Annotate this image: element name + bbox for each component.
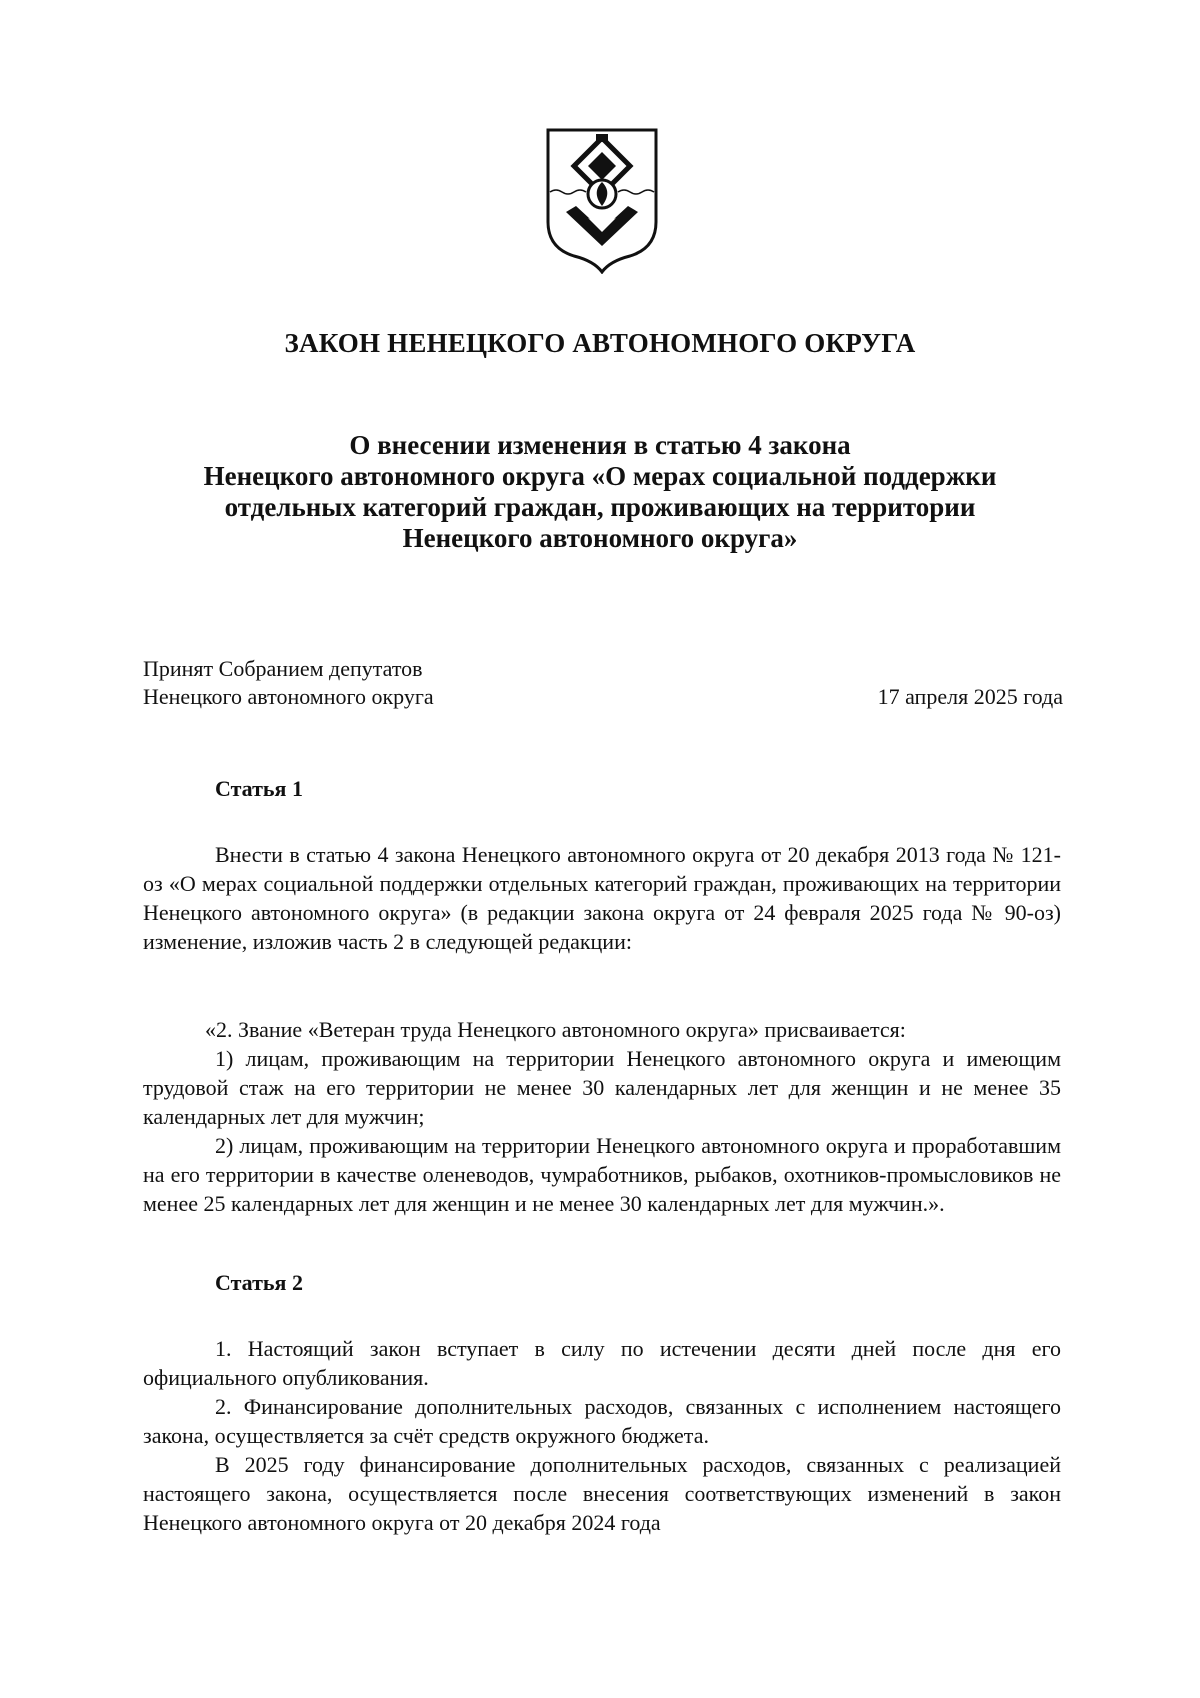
article-2-heading: Статья 2	[215, 1270, 303, 1295]
quoted-paragraph: «2. Звание «Ветеран труда Ненецкого автономного округа» присваивается:	[205, 1017, 906, 1042]
subtitle-line: О внесении изменения в статью 4 закона	[349, 430, 851, 460]
coat-of-arms-icon	[544, 126, 660, 274]
law-subtitle	[150, 430, 1050, 554]
adopted-by-line2: Ненецкого автономного округа	[143, 684, 434, 709]
article-2-paragraph: 1. Настоящий закон вступает в силу по истечении десяти дней после дня его официального опубликования.	[143, 1336, 1061, 1390]
article-1-intro	[143, 840, 1061, 956]
article-1-intro-paragraph: Внести в статью 4 закона Ненецкого автономного округа от 20 декабря 2013 года № 121-оз «О мерах социальной поддержки отдельных категорий граждан, проживающих на территории Ненецкого автономного округа» (в редакции закона округа от 24 февраля 2025 года № 90-оз) изменение, изложив часть 2 в следующей редакции:	[143, 842, 1061, 954]
article-1-heading: Статья 1	[215, 776, 303, 801]
quoted-paragraph: 1) лицам, проживающим на территории Ненецкого автономного округа и имеющим трудовой стаж на его территории не менее 30 календарных лет для женщин и не менее 35 календарных лет для мужчин;	[143, 1046, 1061, 1129]
law-title: ЗАКОН НЕНЕЦКОГО АВТОНОМНОГО ОКРУГА	[284, 328, 916, 358]
subtitle-line: Ненецкого автономного округа «О мерах социальной поддержки	[203, 461, 997, 491]
quoted-paragraph: 2) лицам, проживающим на территории Ненецкого автономного округа и проработавшим на его территории в качестве оленеводов, чумработников, рыбаков, охотников-промысловиков не менее 25 календарных лет для женщин и не менее 30 календарных лет для мужчин.».	[143, 1133, 1061, 1216]
subtitle-line: отдельных категорий граждан, проживающих на территории	[224, 492, 976, 522]
adoption-block	[143, 655, 1063, 711]
article-1-quoted	[143, 1015, 1061, 1218]
article-2-paragraph: 2. Финансирование дополнительных расходов, связанных с исполнением настоящего закона, осуществляется за счёт средств окружного бюджета.	[143, 1394, 1061, 1448]
adopted-by-line1: Принят Собранием депутатов	[143, 656, 423, 681]
adoption-date: 17 апреля 2025 года	[877, 684, 1063, 709]
article-2-body	[143, 1334, 1061, 1537]
article-2-paragraph: В 2025 году финансирование дополнительных расходов, связанных с реализацией настоящего закона, осуществляется после внесения соответствующих изменений в закон Ненецкого автономного округа от 20 декабря 2024 года	[143, 1452, 1061, 1535]
subtitle-line: Ненецкого автономного округа»	[402, 523, 798, 553]
